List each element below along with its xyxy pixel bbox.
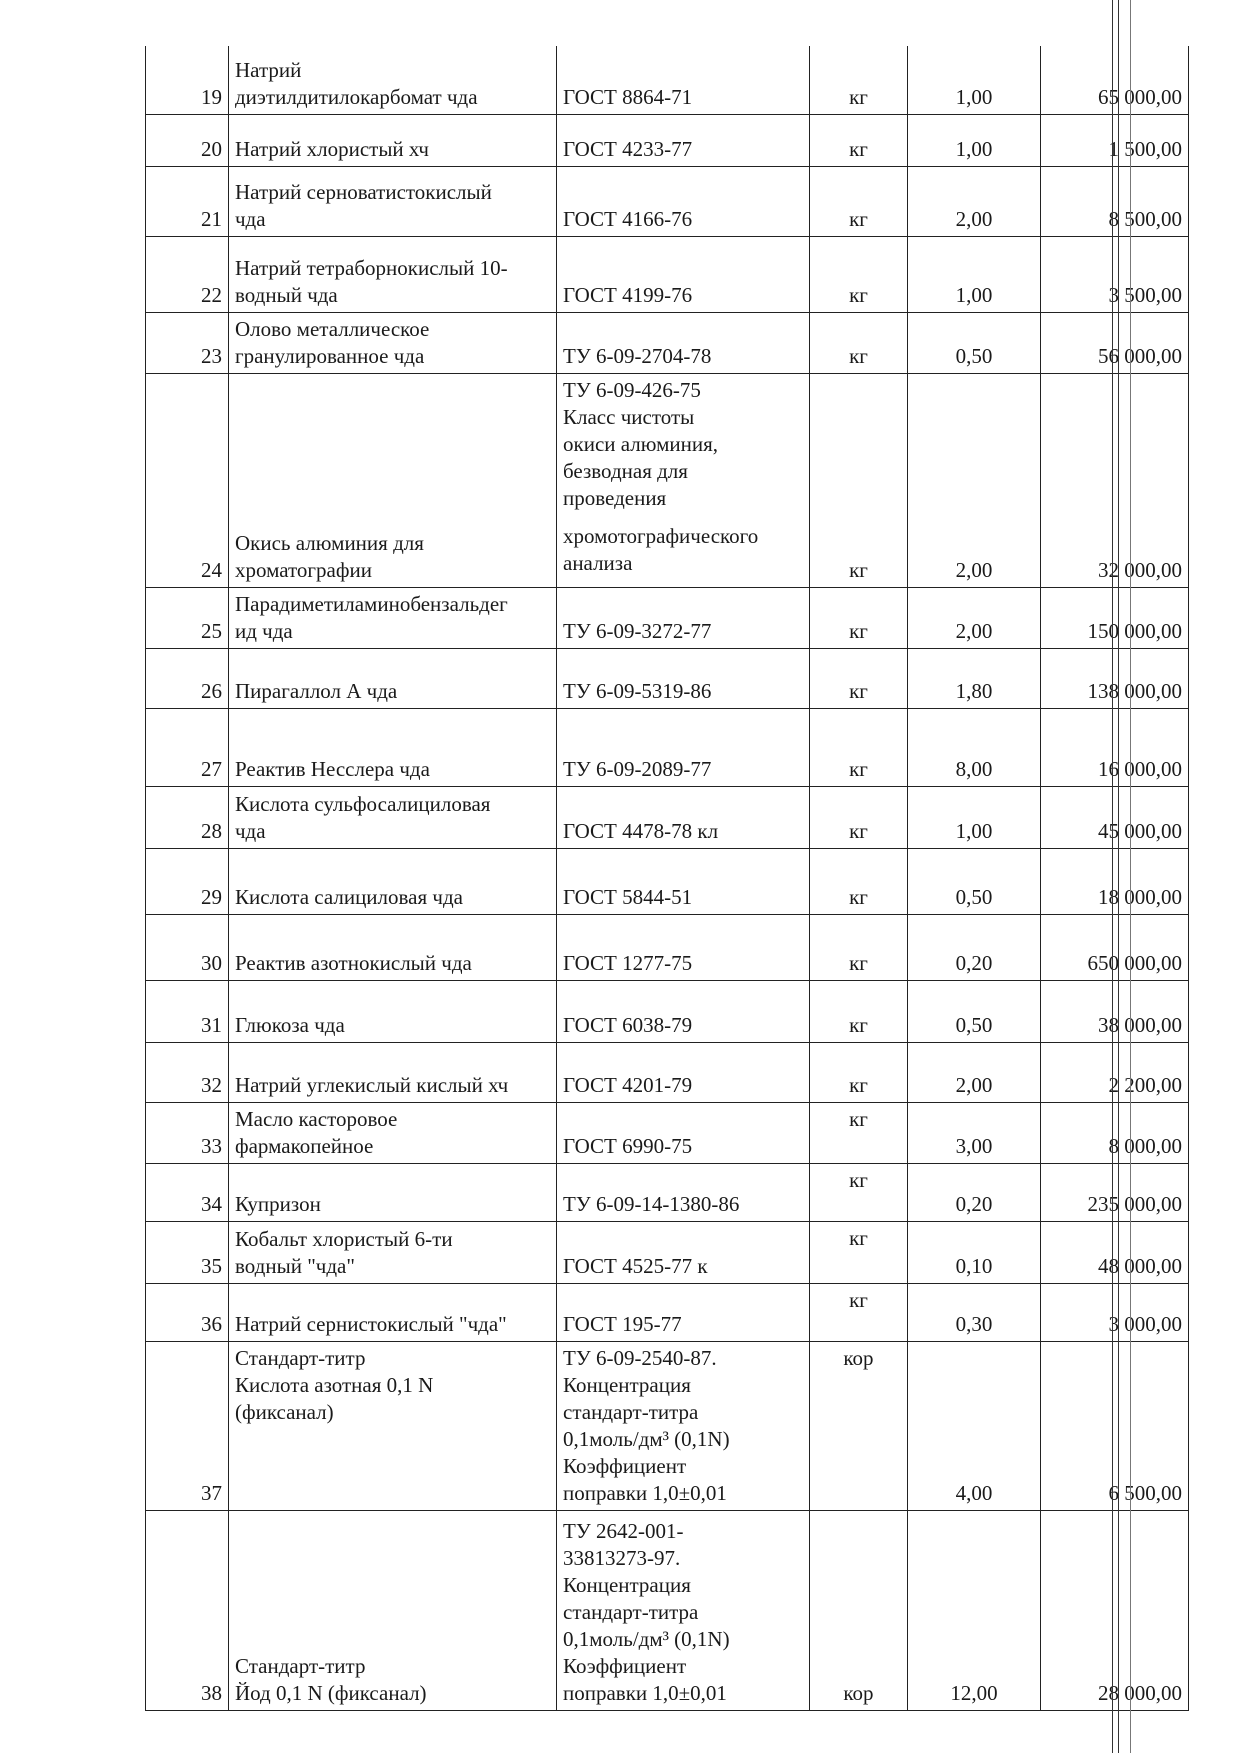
reagent-name: Кобальт хлористый 6-ти водный "чда" <box>229 1221 557 1283</box>
standard-spec: ГОСТ 6038-79 <box>557 980 810 1042</box>
price: 3 000,00 <box>1041 1283 1189 1341</box>
row-number: 30 <box>146 914 229 980</box>
quantity: 2,00 <box>908 587 1041 648</box>
row-number: 31 <box>146 980 229 1042</box>
standard-spec: ГОСТ 4201-79 <box>557 1042 810 1102</box>
price: 65 000,00 <box>1041 46 1189 114</box>
row-number: 20 <box>146 114 229 166</box>
standard-spec-top: ТУ 6-09-426-75 Класс чистоты окиси алюминия, безводная для проведения <box>563 377 719 510</box>
table-row <box>146 1510 1189 1710</box>
reagent-name: Стандарт-титр Кислота азотная 0,1 N (фиксанал) <box>229 1341 557 1510</box>
standard-spec: ГОСТ 195-77 <box>557 1283 810 1341</box>
table-row <box>146 914 1189 980</box>
unit: кор <box>810 1341 908 1510</box>
table-row <box>146 166 1189 236</box>
row-number: 29 <box>146 848 229 914</box>
quantity: 1,00 <box>908 46 1041 114</box>
table-row <box>146 848 1189 914</box>
quantity: 3,00 <box>908 1102 1041 1163</box>
standard-spec: ГОСТ 6990-75 <box>557 1102 810 1163</box>
standard-spec: ГОСТ 4525-77 к <box>557 1221 810 1283</box>
price: 38 000,00 <box>1041 980 1189 1042</box>
quantity: 1,00 <box>908 114 1041 166</box>
reagent-name: Парадиметиламинобензальдег ид чда <box>229 587 557 648</box>
reagent-name: Реактив Несслера чда <box>229 708 557 786</box>
reagent-name: Пирагаллол А чда <box>229 648 557 708</box>
price: 18 000,00 <box>1041 848 1189 914</box>
scan-margin-line <box>1118 0 1119 1753</box>
unit: кг <box>810 587 908 648</box>
row-number: 25 <box>146 587 229 648</box>
row-number: 21 <box>146 166 229 236</box>
quantity: 12,00 <box>908 1510 1041 1710</box>
table-row <box>146 1221 1189 1283</box>
quantity: 0,20 <box>908 1163 1041 1221</box>
reagents-table-body <box>146 46 1189 1710</box>
table-row <box>146 587 1189 648</box>
scan-margin-line <box>1112 0 1113 1753</box>
unit: кг <box>810 1102 908 1163</box>
unit: кг <box>810 980 908 1042</box>
standard-spec: ГОСТ 4166-76 <box>557 166 810 236</box>
reagent-name: Натрий сернистокислый "чда" <box>229 1283 557 1341</box>
quantity: 1,00 <box>908 786 1041 848</box>
row-number: 23 <box>146 312 229 373</box>
quantity: 2,00 <box>908 373 1041 587</box>
quantity: 0,20 <box>908 914 1041 980</box>
row-number: 26 <box>146 648 229 708</box>
price: 45 000,00 <box>1041 786 1189 848</box>
row-number: 34 <box>146 1163 229 1221</box>
reagent-name: Олово металлическое гранулированное чда <box>229 312 557 373</box>
table-row <box>146 373 1189 587</box>
unit: кг <box>810 786 908 848</box>
unit: кг <box>810 1283 908 1341</box>
reagents-table <box>145 46 1189 1711</box>
price: 8 000,00 <box>1041 1102 1189 1163</box>
price: 235 000,00 <box>1041 1163 1189 1221</box>
row-number: 33 <box>146 1102 229 1163</box>
unit: кг <box>810 46 908 114</box>
table-row <box>146 786 1189 848</box>
scan-margin-line <box>1130 0 1131 1753</box>
unit: кг <box>810 1042 908 1102</box>
standard-spec: ГОСТ 4199-76 <box>557 236 810 312</box>
unit: кг <box>810 312 908 373</box>
table-row <box>146 648 1189 708</box>
row-number: 27 <box>146 708 229 786</box>
quantity: 2,00 <box>908 1042 1041 1102</box>
table-row <box>146 980 1189 1042</box>
quantity: 1,00 <box>908 236 1041 312</box>
row-number: 19 <box>146 46 229 114</box>
unit: кг <box>810 848 908 914</box>
standard-spec: ГОСТ 1277-75 <box>557 914 810 980</box>
reagent-name: Купризон <box>229 1163 557 1221</box>
unit: кг <box>810 708 908 786</box>
price: 150 000,00 <box>1041 587 1189 648</box>
unit: кг <box>810 236 908 312</box>
table-row <box>146 1102 1189 1163</box>
quantity: 4,00 <box>908 1341 1041 1510</box>
quantity: 0,50 <box>908 848 1041 914</box>
row-number: 37 <box>146 1341 229 1510</box>
row-number: 32 <box>146 1042 229 1102</box>
price: 1 500,00 <box>1041 114 1189 166</box>
reagent-name: Натрий хлористый хч <box>229 114 557 166</box>
price: 48 000,00 <box>1041 1221 1189 1283</box>
table-row <box>146 1163 1189 1221</box>
row-number: 38 <box>146 1510 229 1710</box>
table-row <box>146 236 1189 312</box>
price: 3 500,00 <box>1041 236 1189 312</box>
standard-spec: ГОСТ 8864-71 <box>557 46 810 114</box>
standard-spec <box>557 373 810 587</box>
reagent-name: Стандарт-титр Йод 0,1 N (фиксанал) <box>229 1510 557 1710</box>
reagent-name: Натрий серноватистокислый чда <box>229 166 557 236</box>
reagent-name: Натрий тетраборнокислый 10- водный чда <box>229 236 557 312</box>
table-row <box>146 1042 1189 1102</box>
unit: кг <box>810 648 908 708</box>
row-number: 35 <box>146 1221 229 1283</box>
row-number: 28 <box>146 786 229 848</box>
quantity: 0,30 <box>908 1283 1041 1341</box>
unit: кг <box>810 1163 908 1221</box>
unit: кг <box>810 373 908 587</box>
unit: кг <box>810 914 908 980</box>
reagent-name: Натрий диэтилдитилокарбомат чда <box>229 46 557 114</box>
quantity: 0,50 <box>908 980 1041 1042</box>
quantity: 2,00 <box>908 166 1041 236</box>
reagent-name: Кислота салициловая чда <box>229 848 557 914</box>
table-row <box>146 1283 1189 1341</box>
unit: кор <box>810 1510 908 1710</box>
price: 32 000,00 <box>1041 373 1189 587</box>
row-number: 24 <box>146 373 229 587</box>
standard-spec-bottom: хромотографического анализа <box>563 523 759 575</box>
standard-spec: ТУ 6-09-2704-78 <box>557 312 810 373</box>
price: 138 000,00 <box>1041 648 1189 708</box>
quantity: 8,00 <box>908 708 1041 786</box>
standard-spec: ТУ 6-09-2540-87. Концентрация стандарт-титра 0,1моль/дм³ (0,1N) Коэффициент поправки 1,0±0,01 <box>557 1341 810 1510</box>
price: 16 000,00 <box>1041 708 1189 786</box>
reagent-name: Окись алюминия для хроматографии <box>229 373 557 587</box>
table-row <box>146 46 1189 114</box>
table-row <box>146 312 1189 373</box>
standard-spec: ТУ 6-09-2089-77 <box>557 708 810 786</box>
table-row <box>146 1341 1189 1510</box>
unit: кг <box>810 166 908 236</box>
unit: кг <box>810 1221 908 1283</box>
reagent-name: Кислота сульфосалициловая чда <box>229 786 557 848</box>
price: 8 500,00 <box>1041 166 1189 236</box>
table-row <box>146 708 1189 786</box>
standard-spec: ГОСТ 4233-77 <box>557 114 810 166</box>
reagent-name: Реактив азотнокислый чда <box>229 914 557 980</box>
price: 650 000,00 <box>1041 914 1189 980</box>
standard-spec: ТУ 2642-001- 33813273-97. Концентрация стандарт-титра 0,1моль/дм³ (0,1N) Коэффициент поправки 1,0±0,01 <box>557 1510 810 1710</box>
standard-spec: ТУ 6-09-14-1380-86 <box>557 1163 810 1221</box>
row-number: 22 <box>146 236 229 312</box>
price: 28 000,00 <box>1041 1510 1189 1710</box>
reagent-name: Натрий углекислый кислый хч <box>229 1042 557 1102</box>
price: 2 200,00 <box>1041 1042 1189 1102</box>
quantity: 0,50 <box>908 312 1041 373</box>
standard-spec: ГОСТ 5844-51 <box>557 848 810 914</box>
quantity: 0,10 <box>908 1221 1041 1283</box>
standard-spec: ТУ 6-09-5319-86 <box>557 648 810 708</box>
quantity: 1,80 <box>908 648 1041 708</box>
table-row <box>146 114 1189 166</box>
reagent-name: Глюкоза чда <box>229 980 557 1042</box>
row-number: 36 <box>146 1283 229 1341</box>
reagent-name: Масло касторовое фармакопейное <box>229 1102 557 1163</box>
unit: кг <box>810 114 908 166</box>
price: 6 500,00 <box>1041 1341 1189 1510</box>
standard-spec: ГОСТ 4478-78 кл <box>557 786 810 848</box>
price: 56 000,00 <box>1041 312 1189 373</box>
standard-spec: ТУ 6-09-3272-77 <box>557 587 810 648</box>
